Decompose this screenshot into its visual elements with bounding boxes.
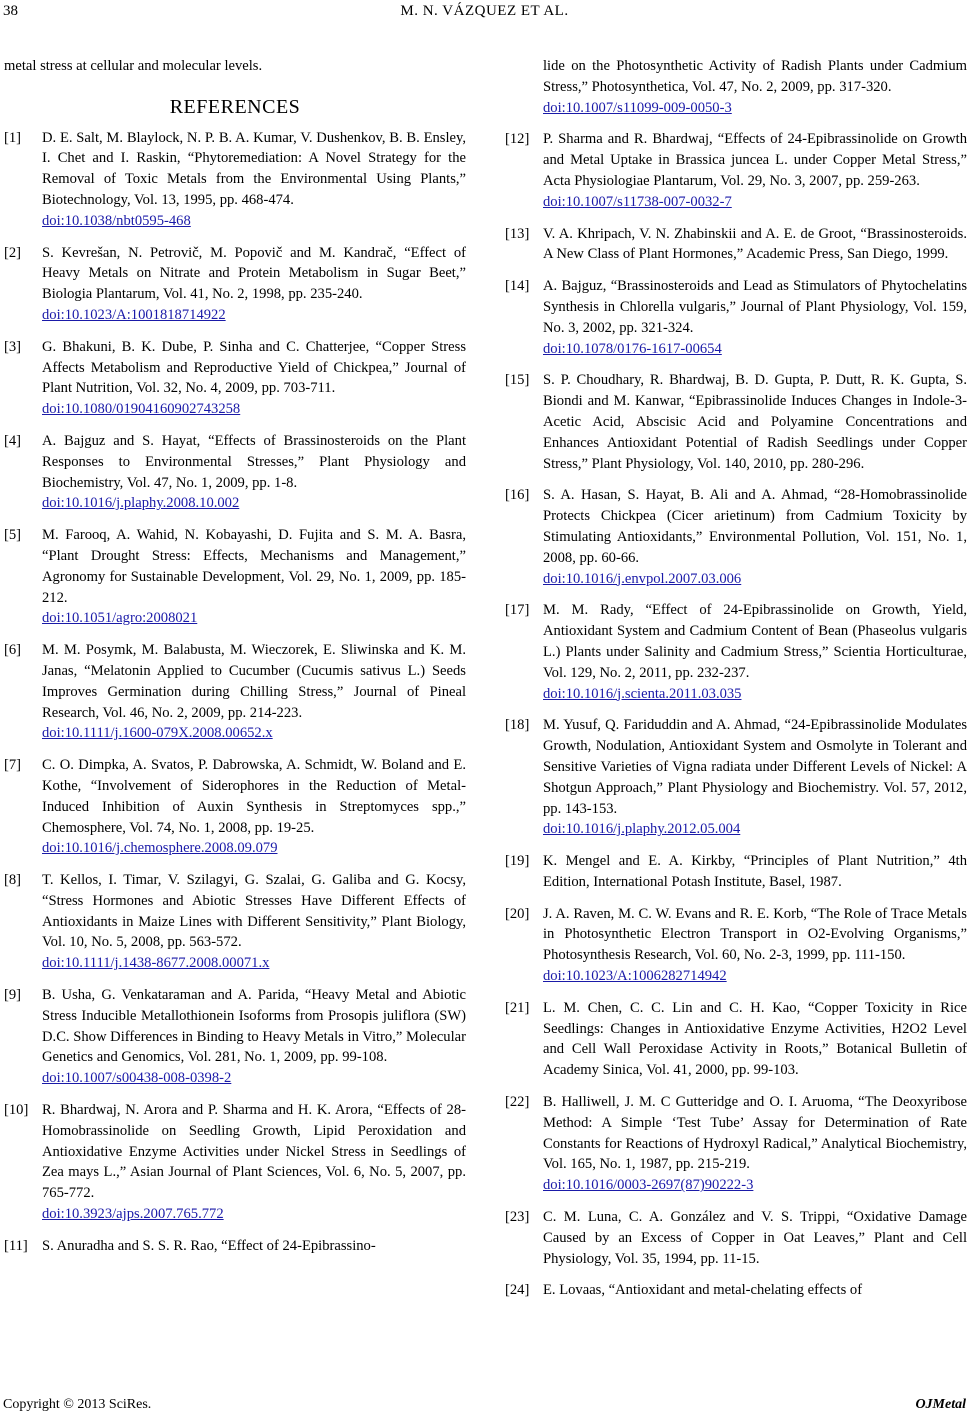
- reference-number: [20]: [505, 905, 530, 922]
- reference-item: [505, 1280, 967, 1301]
- reference-number: [5]: [4, 527, 22, 544]
- reference-item: [4, 1100, 466, 1225]
- reference-item: [4, 128, 466, 232]
- reference-item: [505, 1092, 967, 1196]
- reference-number: [3]: [4, 338, 22, 355]
- reference-text: G. Bhakuni, B. K. Dube, P. Sinha and C. Chatterjee, “Copper Stress Affects Metabolism and Reproductive Yield of Chickpea,” Journal of Plant Nutrition, Vol. 32, No. 4, 2009, pp. 703-711.: [42, 338, 466, 397]
- doi-link[interactable]: doi:10.1016/j.scienta.2011.03.035: [543, 685, 742, 702]
- reference-item: [505, 129, 967, 212]
- page-number: 38: [3, 3, 18, 19]
- reference-item: [4, 431, 466, 514]
- reference-number: [2]: [4, 244, 22, 261]
- reference-item: [505, 485, 967, 589]
- reference-text: K. Mengel and E. A. Kirkby, “Principles of Plant Nutrition,” 4th Edition, International Potash Institute, Basel, 1987.: [543, 853, 967, 890]
- reference-number: [10]: [4, 1102, 29, 1119]
- doi-link[interactable]: doi:10.1080/01904160902743258: [42, 401, 241, 418]
- reference-text: E. Lovaas, “Antioxidant and metal-chelating effects of: [543, 1282, 863, 1299]
- reference-text: A. Bajguz and S. Hayat, “Effects of Brassinosteroids on the Plant Responses to Environmental Stresses,” Plant Physiology and Biochemistry, Vol. 47, No. 1, 2009, pp. 1-8.: [42, 432, 466, 491]
- reference-item: [4, 1236, 466, 1257]
- reference-item: [4, 755, 466, 859]
- reference-number: [19]: [505, 853, 530, 870]
- doi-link[interactable]: doi:10.1016/0003-2697(87)90222-3: [543, 1177, 754, 1194]
- reference-text: R. Bhardwaj, N. Arora and P. Sharma and H. K. Arora, “Effects of 28-Homobrassinolide on Seedling Growth, Lipid Peroxidation and Antioxidative Enzyme Activities under Nickel Stress in Seedlings of Zea mays L.,” Asian Journal of Plant Sciences, Vol. 6, No. 5, 2007, pp. 765-772.: [42, 1102, 466, 1202]
- reference-item: [505, 851, 967, 893]
- reference-text: J. A. Raven, M. C. W. Evans and R. E. Korb, “The Role of Trace Metals in Photosynthetic Electron Transport in O2-Evolving Organisms,” Photosynthesis Research, Vol. 60, No. 2-3, 1999, pp. 111-150.: [543, 905, 967, 964]
- reference-list-left: [4, 128, 466, 1257]
- journal-footer: OJMetal: [915, 1397, 966, 1412]
- reference-number: [8]: [4, 872, 22, 889]
- running-head: M. N. VÁZQUEZ ET AL.: [400, 3, 569, 19]
- reference-text: S. Anuradha and S. S. R. Rao, “Effect of 24-Epibrassino-: [42, 1237, 376, 1254]
- reference-item: [4, 525, 466, 629]
- reference-text: V. A. Khripach, V. N. Zhabinskii and A. E. de Groot, “Brassinosteroids. A New Class of Plant Hormones,” Academic Press, San Diego, 1999.: [543, 225, 967, 263]
- reference-number: [13]: [505, 225, 530, 242]
- doi-link[interactable]: doi:10.1051/agro:2008021: [42, 610, 198, 627]
- reference-number: [4]: [4, 432, 22, 449]
- reference-text: L. M. Chen, C. C. Lin and C. H. Kao, “Copper Toxicity in Rice Seedlings: Changes in Antioxidative Enzyme Activities, H2O2 Level and Cell Wall Peroxidase Activity in Roots,” Botanical Bulletin of Academy Sinica, Vol. 41, 2000, pp. 99-103.: [543, 999, 967, 1079]
- reference-item: [505, 276, 967, 359]
- doi-link[interactable]: doi:10.1078/0176-1617-00654: [543, 340, 722, 357]
- intro-text: metal stress at cellular and molecular levels.: [4, 58, 263, 74]
- reference-number: [21]: [505, 999, 530, 1016]
- reference-item: [4, 870, 466, 974]
- references-heading: REFERENCES: [169, 95, 301, 118]
- reference-number: [6]: [4, 642, 22, 659]
- reference-item: [505, 904, 967, 987]
- reference-text: D. E. Salt, M. Blaylock, N. P. B. A. Kumar, V. Dushenkov, B. B. Ensley, I. Chet and I. Raskin, “Phytoremediation: A Novel Strategy for the Removal of Toxic Metals from the Environmental Using Plants,” Biotechnology, Vol. 13, 1995, pp. 468-474.: [42, 129, 466, 208]
- doi-link[interactable]: doi:10.1023/A:1001818714922: [42, 306, 226, 323]
- reference-text: T. Kellos, I. Timar, V. Szilagyi, G. Szalai, G. Galiba and G. Kocsy, “Stress Hormones and Abiotic Stresses Have Different Effects of Antioxidants in Maize Lines with Different Sensitivity,” Plant Biology, Vol. 10, No. 5, 2008, pp. 563-572.: [42, 872, 466, 951]
- reference-number: [12]: [505, 131, 530, 148]
- copyright-footer: Copyright © 2013 SciRes.: [3, 1397, 152, 1412]
- reference-item: [505, 998, 967, 1081]
- doi-link[interactable]: doi:10.1016/j.plaphy.2012.05.004: [543, 821, 741, 838]
- reference-item: [505, 370, 967, 474]
- reference-text: lide on the Photosynthetic Activity of Radish Plants under Cadmium Stress,” Photosynthetica, Vol. 47, No. 2, 2009, pp. 317-320.: [543, 58, 967, 95]
- reference-text: M. M. Rady, “Effect of 24-Epibrassinolide on Growth, Yield, Antioxidant System and Cadmium Content of Bean (Phaseolus vulgaris L.) Plants under Salinity and Cadmium Stress,” Scientia Horticulturae, Vol. 129, No. 2, 2011, pp. 232-237.: [543, 602, 967, 681]
- reference-item: [4, 640, 466, 744]
- doi-link[interactable]: doi:10.1111/j.1438-8677.2008.00071.x: [42, 955, 270, 972]
- reference-text: B. Usha, G. Venkataraman and A. Parida, “Heavy Metal and Abiotic Stress Inducible Metallothionein Isoforms from Prosopis juliflora (SW) D.C. Show Differences in Binding to Heavy Metals in Vitro,” Molecular Genetics and Genomics, Vol. 281, No. 1, 2009, pp. 99-108.: [42, 987, 466, 1066]
- reference-item: [4, 337, 466, 420]
- reference-text: M. Yusuf, Q. Fariduddin and A. Ahmad, “24-Epibrassinolide Modulates Growth, Nodulation, Antioxidant System and Osmolyte in Tolerant and Sensitive Varieties of Vigna radiata under Different Levels of Nickel: A Shotgun Approach,” Plant Physiology and Biochemistry. Vol. 57, 2012, pp. 143-153.: [543, 717, 967, 817]
- reference-number: [22]: [505, 1094, 530, 1111]
- reference-text: A. Bajguz, “Brassinosteroids and Lead as Stimulators of Phytochelatins Synthesis in Chlorella vulgaris,” Journal of Plant Physiology, Vol. 159, No. 3, 2002, pp. 321-324.: [543, 278, 967, 336]
- reference-number: [23]: [505, 1209, 530, 1226]
- reference-item: [4, 985, 466, 1089]
- reference-number: [16]: [505, 487, 530, 504]
- reference-text: M. M. Posymk, M. Balabusta, M. Wieczorek, E. Sliwinska and K. M. Janas, “Melatonin Applied to Cucumber (Cucumis sativus L.) Seeds Improves Germination during Chilling Stress,” Journal of Pineal Research, Vol. 46, No. 2, 2009, pp. 214-223.: [42, 642, 466, 721]
- doi-link[interactable]: doi:10.1007/s11099-009-0050-3: [543, 99, 732, 116]
- reference-number: [9]: [4, 987, 22, 1004]
- reference-number: [15]: [505, 372, 530, 389]
- doi-link[interactable]: doi:10.1038/nbt0595-468: [42, 212, 191, 229]
- reference-number: [11]: [4, 1237, 28, 1254]
- reference-list-right: [505, 56, 967, 1301]
- doi-link[interactable]: doi:10.1016/j.envpol.2007.03.006: [543, 570, 742, 587]
- reference-text: P. Sharma and R. Bhardwaj, “Effects of 24-Epibrassinolide on Growth and Metal Uptake in Brassica juncea L. under Copper Metal Stress,” Acta Physiologiae Plantarum, Vol. 29, No. 3, 2007, pp. 259-263.: [543, 131, 967, 189]
- right-column: [505, 56, 967, 1312]
- reference-text: C. O. Dimpka, A. Svatos, P. Dabrowska, A. Schmidt, W. Boland and E. Kothe, “Involvement of Siderophores in the Reduction of Metal-Induced Inhibition of Auxin Synthesis in Streptomyces spp.,” Chemosphere, Vol. 74, No. 1, 2008, pp. 19-25.: [42, 757, 466, 836]
- reference-item: [505, 1207, 967, 1269]
- reference-text: S. Kevrešan, N. Petrovič, M. Popovič and M. Kandrač, “Effect of Heavy Metals on Nitrate and Protein Metabolism in Sugar Beet,” Biologia Plantarum, Vol. 41, No. 2, 1998, pp. 235-240.: [42, 244, 466, 303]
- doi-link[interactable]: doi:10.1023/A:1006282714942: [543, 968, 727, 985]
- doi-link[interactable]: doi:10.1111/j.1600-079X.2008.00652.x: [42, 725, 273, 742]
- reference-item: [505, 224, 967, 266]
- reference-text: B. Halliwell, J. M. C Gutteridge and O. I. Aruoma, “The Deoxyribose Method: A Simple ‘Test Tube’ Assay for Determination of Rate Constants for Reactions of Hydroxyl Radical,” Analytical Biochemistry, Vol. 165, No. 1, 1987, pp. 215-219.: [543, 1094, 967, 1173]
- reference-number: [18]: [505, 717, 530, 734]
- reference-text: C. M. Luna, C. A. González and V. S. Trippi, “Oxidative Damage Caused by an Excess of Copper in Oat Leaves,” Plant and Cell Physiology, Vol. 35, 1994, pp. 11-15.: [543, 1209, 967, 1267]
- reference-text: M. Farooq, A. Wahid, N. Kobayashi, D. Fujita and S. M. A. Basra, “Plant Drought Stress: Effects, Mechanisms and Management,” Agronomy for Sustainable Development, Vol. 29, No. 1, 2009, pp. 185-212.: [42, 527, 466, 606]
- reference-number: [24]: [505, 1282, 530, 1299]
- doi-link[interactable]: doi:10.3923/ajps.2007.765.772: [42, 1206, 224, 1223]
- reference-number: [1]: [4, 129, 22, 146]
- reference-item: [505, 715, 967, 840]
- reference-item: [4, 243, 466, 326]
- reference-number: [7]: [4, 757, 22, 774]
- reference-item: [505, 56, 967, 118]
- doi-link[interactable]: doi:10.1016/j.chemosphere.2008.09.079: [42, 840, 278, 857]
- reference-text: S. A. Hasan, S. Hayat, B. Ali and A. Ahmad, “28-Homobrassinolide Protects Chickpea (Cicer arietinum) from Cadmium Toxicity by Stimulating Antioxidants,” Environmental Pollution, Vol. 151, No. 1, 2008, pp. 60-66.: [543, 487, 967, 566]
- doi-link[interactable]: doi:10.1007/s11738-007-0032-7: [543, 193, 732, 210]
- doi-link[interactable]: doi:10.1007/s00438-008-0398-2: [42, 1070, 232, 1087]
- left-column: [4, 56, 466, 1268]
- reference-item: [505, 600, 967, 704]
- doi-link[interactable]: doi:10.1016/j.plaphy.2008.10.002: [42, 495, 240, 512]
- reference-number: [17]: [505, 602, 530, 619]
- reference-text: S. P. Choudhary, R. Bhardwaj, B. D. Gupta, P. Dutt, R. K. Gupta, S. Biondi and M. Kanwar, “Epibrassinolide Induces Changes in Indole-3-Acetic Acid, Abscisic Acid and Polyamine Concentrations and Enhances Antioxidant Potential of Radish Seedlings under Copper Stress,” Plant Physiology, Vol. 140, 2010, pp. 280-296.: [543, 372, 967, 472]
- reference-number: [14]: [505, 278, 530, 295]
